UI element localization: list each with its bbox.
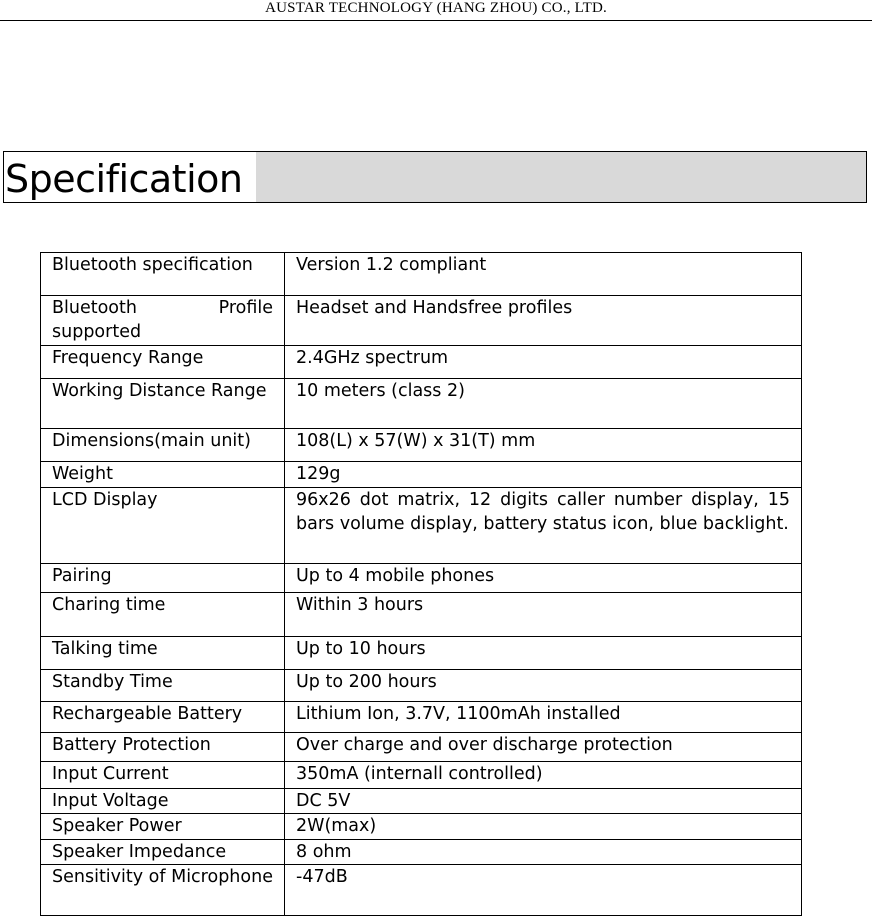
table-row <box>41 488 802 564</box>
spec-label: LCD Display <box>41 488 285 564</box>
spec-value: Up to 200 hours <box>285 670 802 702</box>
table-row <box>41 296 802 346</box>
table-row <box>41 637 802 670</box>
company-name: AUSTAR TECHNOLOGY (HANG ZHOU) CO., LTD. <box>265 0 607 16</box>
spec-value: Lithium Ion, 3.7V, 1100mAh installed <box>285 702 802 733</box>
spec-value: Over charge and over discharge protection <box>285 733 802 762</box>
table-row <box>41 346 802 379</box>
table-row <box>41 702 802 733</box>
spec-label: Weight <box>41 462 285 488</box>
spec-label: Talking time <box>41 637 285 670</box>
section-title: Specification <box>4 152 256 202</box>
spec-label: Rechargeable Battery <box>41 702 285 733</box>
spec-label: Battery Protection <box>41 733 285 762</box>
spec-value: 96x26 dot matrix, 12 digits caller number display, 15 bars volume display, battery status icon, blue backlight. <box>285 488 802 564</box>
table-row <box>41 670 802 702</box>
spec-value: 2.4GHz spectrum <box>285 346 802 379</box>
spec-value: 129g <box>285 462 802 488</box>
table-row <box>41 789 802 814</box>
table-row <box>41 814 802 840</box>
spec-label: Speaker Power <box>41 814 285 840</box>
spec-label: Speaker Impedance <box>41 840 285 865</box>
spec-value: DC 5V <box>285 789 802 814</box>
spec-label: Input Current <box>41 762 285 789</box>
spec-label: Bluetooth Profile supported <box>41 296 285 346</box>
spec-value: Version 1.2 compliant <box>285 253 802 296</box>
table-row <box>41 762 802 789</box>
spec-label: Dimensions(main unit) <box>41 429 285 462</box>
table-row <box>41 593 802 637</box>
spec-label: Pairing <box>41 564 285 593</box>
spec-value: 10 meters (class 2) <box>285 379 802 429</box>
spec-value: 350mA (internall controlled) <box>285 762 802 789</box>
section-heading-bar <box>3 151 867 203</box>
spec-value: Up to 10 hours <box>285 637 802 670</box>
specification-table <box>40 252 802 916</box>
spec-value: 108(L) x 57(W) x 31(T) mm <box>285 429 802 462</box>
spec-value: 8 ohm <box>285 840 802 865</box>
table-row <box>41 379 802 429</box>
spec-label: Sensitivity of Microphone <box>41 865 285 916</box>
table-row <box>41 462 802 488</box>
spec-value: Within 3 hours <box>285 593 802 637</box>
spec-label: Bluetooth specification <box>41 253 285 296</box>
table-row <box>41 840 802 865</box>
table-row <box>41 429 802 462</box>
table-row <box>41 733 802 762</box>
table-row <box>41 865 802 916</box>
spec-value: 2W(max) <box>285 814 802 840</box>
spec-value: Up to 4 mobile phones <box>285 564 802 593</box>
spec-value: -47dB <box>285 865 802 916</box>
spec-label: Standby Time <box>41 670 285 702</box>
table-row <box>41 564 802 593</box>
spec-label: Frequency Range <box>41 346 285 379</box>
document-header <box>0 0 872 21</box>
spec-label: Working Distance Range <box>41 379 285 429</box>
table-row <box>41 253 802 296</box>
spec-value: Headset and Handsfree profiles <box>285 296 802 346</box>
spec-label: Charing time <box>41 593 285 637</box>
spec-label: Input Voltage <box>41 789 285 814</box>
